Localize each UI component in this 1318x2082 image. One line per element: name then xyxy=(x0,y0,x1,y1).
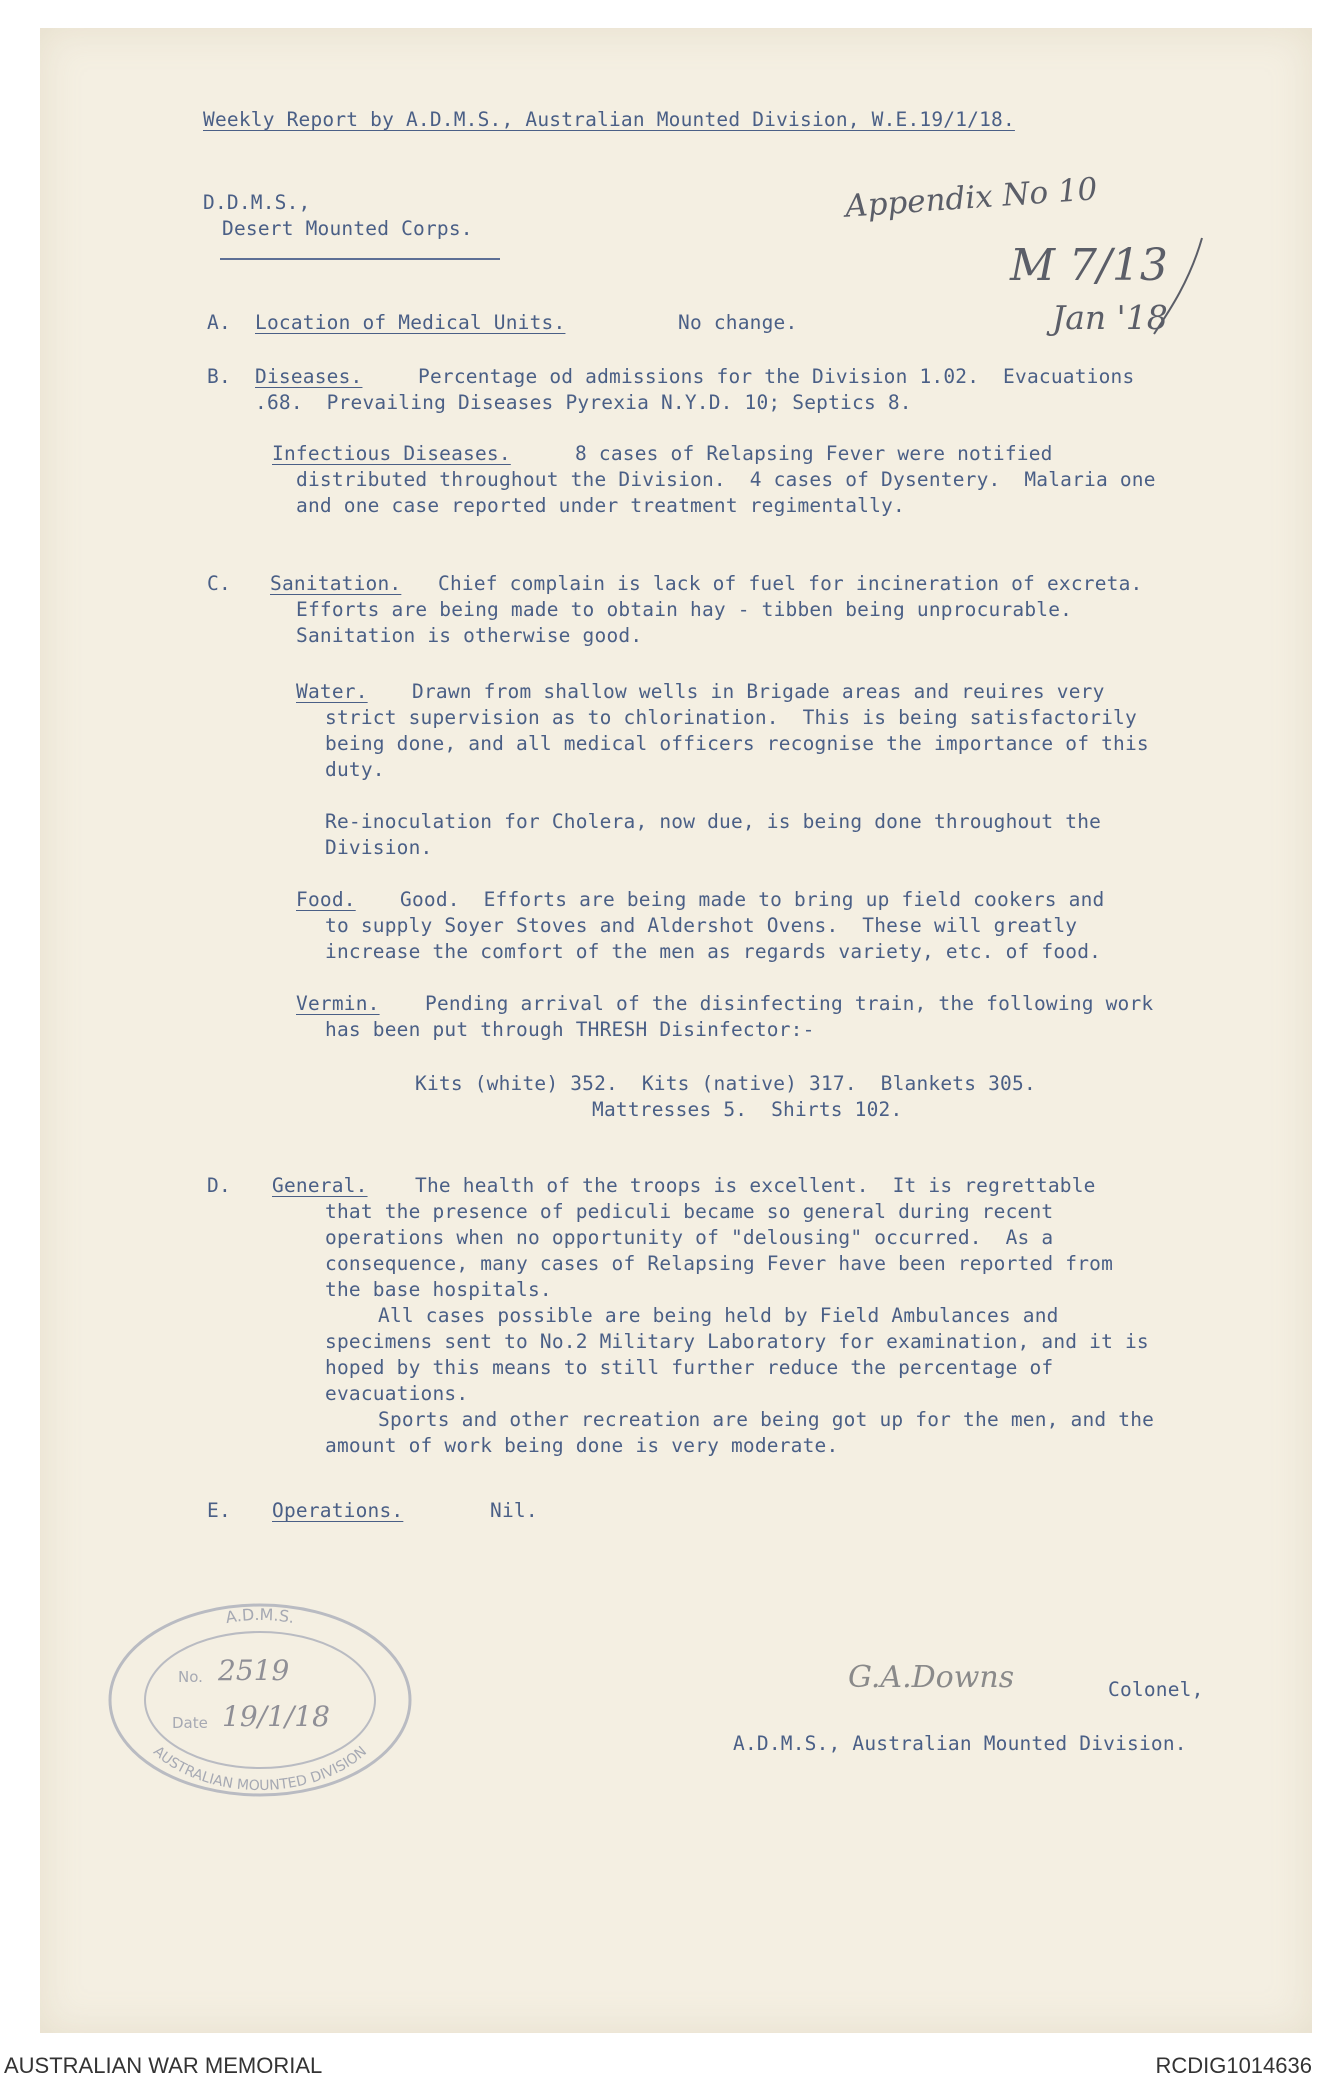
infectious-line2: distributed throughout the Division. 4 cases of Dysentery. Malaria one xyxy=(296,468,1156,491)
stamp-date-value: 19/1/18 xyxy=(222,1700,330,1733)
section-d-heading: General. xyxy=(272,1174,368,1197)
food-line2: to supply Soyer Stoves and Aldershot Ovens. These will greatly xyxy=(325,914,1078,937)
footer-bar xyxy=(0,2045,1318,2082)
appendix-annotation: Appendix No 10 xyxy=(844,171,1099,225)
section-e-text: Nil. xyxy=(490,1499,538,1522)
header-rule xyxy=(220,258,500,260)
infectious-line1: 8 cases of Relapsing Fever were notified xyxy=(575,442,1053,465)
section-c-letter: C. xyxy=(207,572,231,595)
section-e-heading: Operations. xyxy=(272,1499,404,1522)
general-line9: evacuations. xyxy=(325,1382,469,1405)
section-c-line1: Chief complain is lack of fuel for incineration of excreta. xyxy=(438,572,1143,595)
section-c-line2: Efforts are being made to obtain hay - tibben being unprocurable. xyxy=(296,598,1073,621)
signature-rank: Colonel, xyxy=(1108,1678,1204,1701)
admin-stamp xyxy=(100,1600,420,1800)
general-line1: The health of the troops is excellent. It is regrettable xyxy=(415,1174,1096,1197)
handwritten-signature: G.A.Downs xyxy=(848,1660,1015,1695)
stamp-no-label: No. xyxy=(178,1668,203,1686)
general-line11: amount of work being done is very moderate. xyxy=(325,1434,839,1457)
vermin-line1: Pending arrival of the disinfecting train, the following work xyxy=(425,992,1154,1015)
general-line5: the base hospitals. xyxy=(325,1278,552,1301)
section-b-letter: B. xyxy=(207,365,231,388)
stamp-top-text: A.D.M.S. xyxy=(224,1604,297,1628)
reinoculation-line2: Division. xyxy=(325,836,433,859)
infectious-line3: and one case reported under treatment regimentally. xyxy=(296,494,905,517)
section-a-letter: A. xyxy=(207,311,231,334)
water-heading: Water. xyxy=(296,680,368,703)
section-d-letter: D. xyxy=(207,1174,231,1197)
section-b-heading: Diseases. xyxy=(255,365,363,388)
addressee-line2: Desert Mounted Corps. xyxy=(222,217,473,240)
water-line1: Drawn from shallow wells in Brigade areas and reuires very xyxy=(412,680,1105,703)
infectious-heading: Infectious Diseases. xyxy=(272,442,511,465)
stamp-ring-text: AUSTRALIAN MOUNTED DIVISION xyxy=(150,1743,370,1795)
general-line2: that the presence of pediculi became so general during recent xyxy=(325,1200,1054,1223)
vermin-line2: has been put through THRESH Disinfector:- xyxy=(325,1018,815,1041)
section-a-text: No change. xyxy=(678,311,798,334)
water-line2: strict supervision as to chlorination. This is being satisfactorily xyxy=(325,706,1137,729)
vermin-heading: Vermin. xyxy=(296,992,380,1015)
general-line8: hoped by this means to still further reduce the percentage of xyxy=(325,1356,1054,1379)
kits-line2: Mattresses 5. Shirts 102. xyxy=(592,1098,903,1121)
reinoculation-line1: Re-inoculation for Cholera, now due, is being done throughout the xyxy=(325,810,1102,833)
section-b-line1: Percentage od admissions for the Division 1.02. Evacuations xyxy=(418,365,1135,388)
general-line7: specimens sent to No.2 Military Laboratory for examination, and it is xyxy=(325,1330,1149,1353)
file-ref-annotation: M 7/13 xyxy=(1010,240,1168,291)
food-line1: Good. Efforts are being made to bring up field cookers and xyxy=(400,888,1105,911)
pen-stroke-icon xyxy=(1150,230,1210,340)
signature-title: A.D.M.S., Australian Mounted Division. xyxy=(733,1732,1187,1755)
food-line3: increase the comfort of the men as regards variety, etc. of food. xyxy=(325,940,1102,963)
section-b-line2: .68. Prevailing Diseases Pyrexia N.Y.D. 10; Septics 8. xyxy=(255,391,912,414)
report-title: Weekly Report by A.D.M.S., Australian Mounted Division, W.E.19/1/18. xyxy=(203,108,1015,131)
section-c-heading: Sanitation. xyxy=(270,572,402,595)
kits-line1: Kits (white) 352. Kits (native) 317. Blankets 305. xyxy=(415,1072,1036,1095)
footer-id: RCDIG1014636 xyxy=(1155,2053,1312,2078)
water-line3: being done, and all medical officers recognise the importance of this xyxy=(325,732,1149,755)
food-heading: Food. xyxy=(296,888,356,911)
footer-source: AUSTRALIAN WAR MEMORIAL xyxy=(4,2053,323,2078)
section-a-heading: Location of Medical Units. xyxy=(255,311,566,334)
stamp-no-value: 2519 xyxy=(218,1654,290,1687)
addressee-line1: D.D.M.S., xyxy=(203,191,311,214)
general-line3: operations when no opportunity of "delousing" occurred. As a xyxy=(325,1226,1054,1249)
general-line4: consequence, many cases of Relapsing Fever have been reported from xyxy=(325,1252,1114,1275)
date-annotation: Jan '18 xyxy=(1052,298,1168,337)
stamp-date-label: Date xyxy=(172,1714,208,1732)
water-line4: duty. xyxy=(325,758,385,781)
section-c-line3: Sanitation is otherwise good. xyxy=(296,624,643,647)
general-line10: Sports and other recreation are being got up for the men, and the xyxy=(378,1408,1155,1431)
general-line6: All cases possible are being held by Field Ambulances and xyxy=(378,1304,1059,1327)
section-e-letter: E. xyxy=(207,1499,231,1522)
